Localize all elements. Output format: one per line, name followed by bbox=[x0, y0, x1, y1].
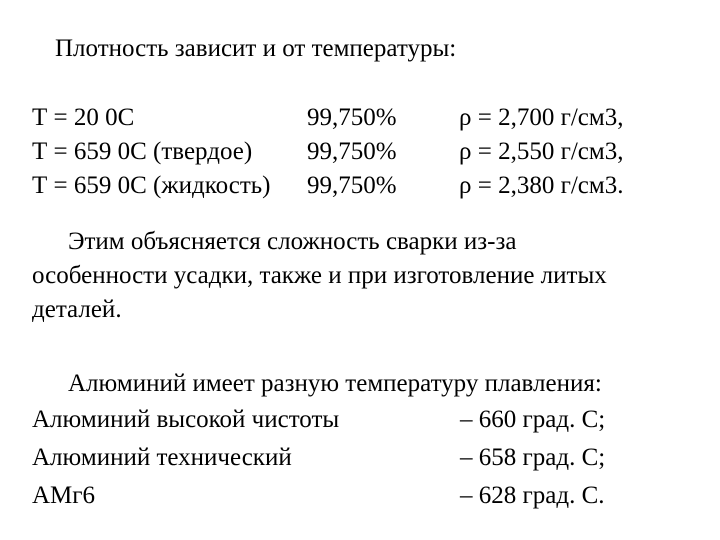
melting-value: – 628 град. С. bbox=[460, 482, 605, 509]
paragraph-line: особенности усадки, также и при изготовление литых bbox=[32, 262, 607, 289]
melting-point-list bbox=[32, 367, 692, 515]
melting-row bbox=[32, 477, 692, 515]
temperature-cell: Т = 659 0С (жидкость) bbox=[32, 172, 271, 199]
alloy-name: АМг6 bbox=[32, 482, 96, 509]
paragraph-line: Этим объясняется сложность сварки из-за bbox=[68, 228, 517, 255]
welding-paragraph bbox=[32, 225, 692, 327]
density-table bbox=[32, 101, 672, 203]
alloy-name: Алюминий технический bbox=[32, 444, 292, 471]
density-row bbox=[32, 101, 672, 135]
density-row bbox=[32, 169, 672, 203]
alloy-name: Алюминий высокой чистоты bbox=[32, 406, 340, 433]
paragraph-line: деталей. bbox=[32, 296, 122, 323]
purity-cell: 99,750% bbox=[307, 104, 397, 131]
density-cell: ρ = 2,380 г/см3. bbox=[459, 172, 624, 199]
density-cell: ρ = 2,700 г/см3, bbox=[459, 104, 624, 131]
slide-heading: Плотность зависит и от температуры: bbox=[55, 35, 457, 62]
melting-row bbox=[32, 401, 692, 439]
temperature-cell: Т = 659 0С (твердое) bbox=[32, 138, 253, 165]
density-cell: ρ = 2,550 г/см3, bbox=[459, 138, 624, 165]
melting-intro: Алюминий имеет разную температуру плавления: bbox=[68, 370, 602, 397]
purity-cell: 99,750% bbox=[307, 138, 397, 165]
melting-row bbox=[32, 439, 692, 477]
density-row bbox=[32, 135, 672, 169]
purity-cell: 99,750% bbox=[307, 172, 397, 199]
melting-value: – 658 град. С; bbox=[460, 444, 606, 471]
temperature-cell: Т = 20 0С bbox=[32, 104, 135, 131]
melting-value: – 660 град. С; bbox=[460, 406, 606, 433]
